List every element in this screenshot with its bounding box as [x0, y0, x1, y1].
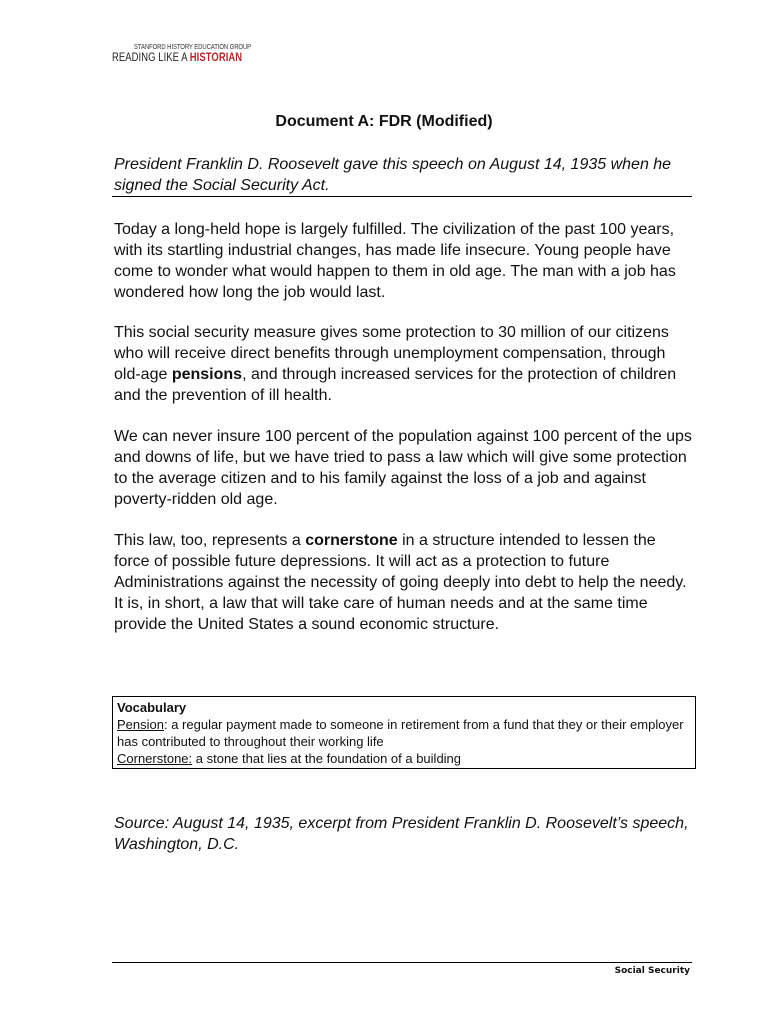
vocab-term-cornerstone: Cornerstone: [117, 751, 193, 766]
logo-title-highlight: HISTORIAN [189, 52, 243, 64]
document-title: Document A: FDR (Modified) [275, 113, 493, 130]
paragraph-4 [114, 530, 694, 635]
vocab-def-pension: : a regular payment made to someone in retirement from a fund that they or their employer has contributed to throughout their working life [117, 717, 684, 749]
logo-title [112, 52, 243, 64]
vocab-entry-cornerstone [117, 750, 691, 767]
logo-title-prefix: READING LIKE A [112, 52, 190, 64]
paragraph-2-text-b: , and through increased services for the protection of children and the prevention of ill health. [114, 366, 677, 404]
footer-label: Social Security [614, 966, 690, 976]
header-divider [112, 196, 692, 197]
cornerstone-term: cornerstone [305, 532, 398, 549]
logo-subtitle: STANFORD HISTORY EDUCATION GROUP [134, 44, 252, 51]
vocabulary-box [112, 696, 696, 769]
paragraph-2 [114, 322, 694, 406]
source-citation: Source: August 14, 1935, excerpt from President Franklin D. Roosevelt’s speech, Washington, D.C. [114, 815, 689, 853]
vocabulary-title: Vocabulary [117, 700, 187, 715]
vocab-term-pension: Pension [117, 717, 164, 732]
paragraph-4-text-b: in a structure intended to lessen the force of possible future depressions. It will act as a protection to future Administrations against the necessity of going deeply into debt to help the needy. It is, in short, a law that will take care of human needs and at the same time provide the United States a sound economic structure. [114, 532, 687, 633]
logo [112, 44, 272, 64]
paragraph-2-text-a: This social security measure gives some protection to 30 million of our citizens who will receive direct benefits through unemployment compensation, through old-age [114, 324, 669, 383]
paragraph-1: Today a long-held hope is largely fulfilled. The civilization of the past 100 years, with its startling industrial changes, has made life insecure. Young people have come to wonder what would happen to them in old age. The man with a job has wondered how long the job would last. [114, 221, 676, 301]
paragraph-3: We can never insure 100 percent of the population against 100 percent of the ups and downs of life, but we have tried to pass a law which will give some protection to the average citizen and to his family against the loss of a job and against poverty-ridden old age. [114, 428, 692, 508]
footer-divider [112, 962, 692, 963]
paragraph-4-text-a: This law, too, represents a [114, 532, 306, 549]
document-intro: President Franklin D. Roosevelt gave this speech on August 14, 1935 when he signed the Social Security Act. [114, 156, 672, 194]
vocab-entry-pension [117, 716, 691, 750]
vocab-def-cornerstone: a stone that lies at the foundation of a building [192, 751, 462, 766]
pensions-term: pensions [171, 366, 243, 383]
